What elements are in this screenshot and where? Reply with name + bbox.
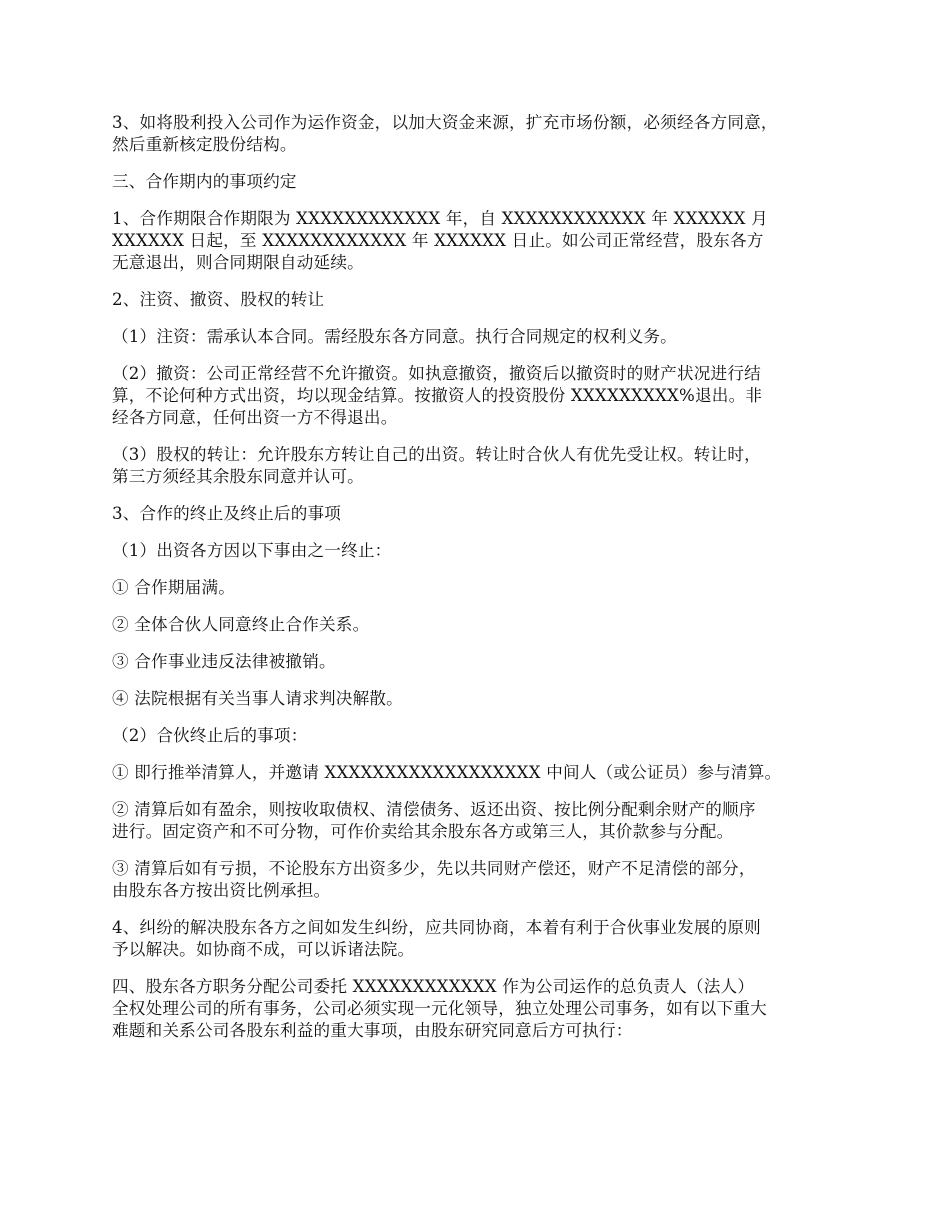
text-line: 然后重新核定股份结构。: [112, 135, 297, 154]
text-line: 予以解决。如协商不成，可以诉诸法院。: [112, 940, 415, 959]
paragraph-capital-injection: [112, 326, 842, 348]
list-item-liquidator: [112, 762, 842, 784]
subheading-capital-changes: [112, 289, 842, 311]
text-line: （2）合伙终止后的事项：: [112, 726, 308, 745]
text-line: （1）出资各方因以下事由之一终止：: [112, 541, 392, 560]
text-line: 三、合作期内的事项约定: [112, 172, 297, 191]
text-line: 四、股东各方职务分配公司委托 XXXXXXXXXXXX 作为公司运作的总负责人（法人）: [112, 977, 755, 996]
text-line: ② 全体合伙人同意终止合作关系。: [112, 615, 370, 634]
list-item-revoked: [112, 651, 842, 673]
text-line: 2、注资、撤资、股权的转让: [112, 290, 325, 309]
list-item-surplus: [112, 799, 842, 843]
document-page: [112, 112, 842, 1057]
text-line: 经各方同意，任何出资一方不得退出。: [112, 408, 398, 427]
text-line: 无意退出，则合同期限自动延续。: [112, 253, 364, 272]
text-line: 第三方须经其余股东同意并认可。: [112, 467, 364, 486]
text-line: 由股东各方按出资比例承担。: [112, 881, 331, 900]
list-item-court-dissolution: [112, 688, 842, 710]
text-line: 算，不论何种方式出资，均以现金结算。按撤资人的投资股份 XXXXXXXXX%退出。非: [112, 386, 763, 405]
paragraph-dividend-reinvestment: [112, 112, 842, 156]
text-line: ③ 合作事业违反法律被撤销。: [112, 652, 336, 671]
paragraph-duty-allocation: [112, 976, 842, 1042]
list-item-term-expiry: [112, 577, 842, 599]
text-line: 1、合作期限合作期限为 XXXXXXXXXXXX 年，自 XXXXXXXXXXXX 年 XXXXXX 月: [112, 209, 768, 228]
paragraph-capital-withdrawal: [112, 363, 842, 429]
list-item-loss: [112, 858, 842, 902]
text-line: 进行。固定资产和不可分物，可作价卖给其余股东各方或第三人，其价款参与分配。: [112, 822, 734, 841]
text-line: 难题和关系公司各股东利益的重大事项，由股东研究同意后方可执行：: [112, 1021, 633, 1040]
text-line: 全权处理公司的所有事务，公司必须实现一元化领导，独立处理公司事务，如有以下重大: [112, 999, 767, 1018]
text-line: （3）股权的转让：允许股东方转让自己的出资。转让时合伙人有优先受让权。转让时，: [112, 445, 761, 464]
text-line: （2）撤资：公司正常经营不允许撤资。如执意撤资，撤资后以撤资时的财产状况进行结: [112, 364, 761, 383]
text-line: 3、合作的终止及终止后的事项: [112, 504, 342, 523]
text-line: ① 即行推举清算人，并邀请 XXXXXXXXXXXXXXXXXX 中间人（或公证员）参与清算。: [112, 763, 782, 782]
paragraph-post-termination: [112, 725, 842, 747]
text-line: ③ 清算后如有亏损，不论股东方出资多少，先以共同财产偿还，财产不足清偿的部分，: [112, 859, 756, 878]
text-line: 4、纠纷的解决股东各方之间如发生纠纷，应共同协商，本着有利于合伙事业发展的原则: [112, 918, 761, 937]
section-heading-cooperation-matters: [112, 171, 842, 193]
text-line: ② 清算后如有盈余，则按收取债权、清偿债务、返还出资、按比例分配剩余财产的顺序: [112, 800, 756, 819]
text-line: （1）注资：需承认本合同。需经股东各方同意。执行合同规定的权利义务。: [112, 327, 677, 346]
text-line: XXXXXX 日起，至 XXXXXXXXXXXX 年 XXXXXX 日止。如公司正常经营，股东各方: [112, 231, 764, 250]
subheading-termination: [112, 503, 842, 525]
paragraph-dispute-resolution: [112, 917, 842, 961]
text-line: 3、如将股利投入公司作为运作资金，以加大资金来源，扩充市场份额，必须经各方同意，: [112, 113, 778, 132]
text-line: ① 合作期届满。: [112, 578, 236, 597]
list-item-all-agree: [112, 614, 842, 636]
text-line: ④ 法院根据有关当事人请求判决解散。: [112, 689, 403, 708]
paragraph-equity-transfer: [112, 444, 842, 488]
paragraph-termination-causes: [112, 540, 842, 562]
paragraph-cooperation-term: [112, 208, 842, 274]
